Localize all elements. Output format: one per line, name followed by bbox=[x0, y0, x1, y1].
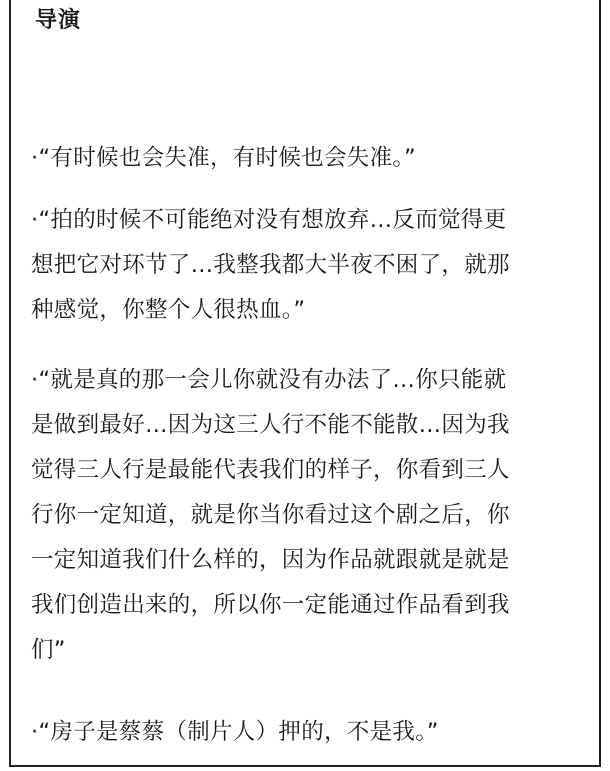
quote-line: 我们创造出来的，所以你一定能通过作品看到我 bbox=[31, 592, 510, 618]
quote-line: ·“就是真的那一会儿你就没有办法了…你只能就 bbox=[31, 367, 507, 393]
quote-line: 们” bbox=[31, 637, 66, 663]
quote-line: 行你一定知道，就是你当你看过这个剧之后，你 bbox=[31, 502, 510, 528]
quote-block bbox=[31, 198, 591, 333]
quote-line: 觉得三人行是最能代表我们的样子，你看到三人 bbox=[31, 457, 510, 483]
document-frame bbox=[9, 0, 601, 767]
quote-line: ·“房子是蔡蔡（制片人）押的，不是我。” bbox=[31, 719, 439, 745]
quote-line: 一定知道我们什么样的，因为作品就跟就是就是 bbox=[31, 547, 510, 573]
quote-line: 想把它对环节了…我整我都大半夜不困了，就那 bbox=[31, 252, 510, 278]
quote-block bbox=[31, 710, 591, 755]
quote-line: ·“拍的时候不可能绝对没有想放弃…反而觉得更 bbox=[31, 207, 507, 233]
quote-line: 种感觉，你整个人很热血。” bbox=[31, 297, 306, 323]
quote-line: ·“有时候也会失准，有时候也会失准。” bbox=[31, 145, 416, 171]
quote-line: 是做到最好…因为这三人行不能不能散…因为我 bbox=[31, 412, 510, 438]
quote-block bbox=[31, 358, 591, 673]
section-heading: 导演 bbox=[35, 8, 82, 33]
quote-block bbox=[31, 136, 591, 181]
